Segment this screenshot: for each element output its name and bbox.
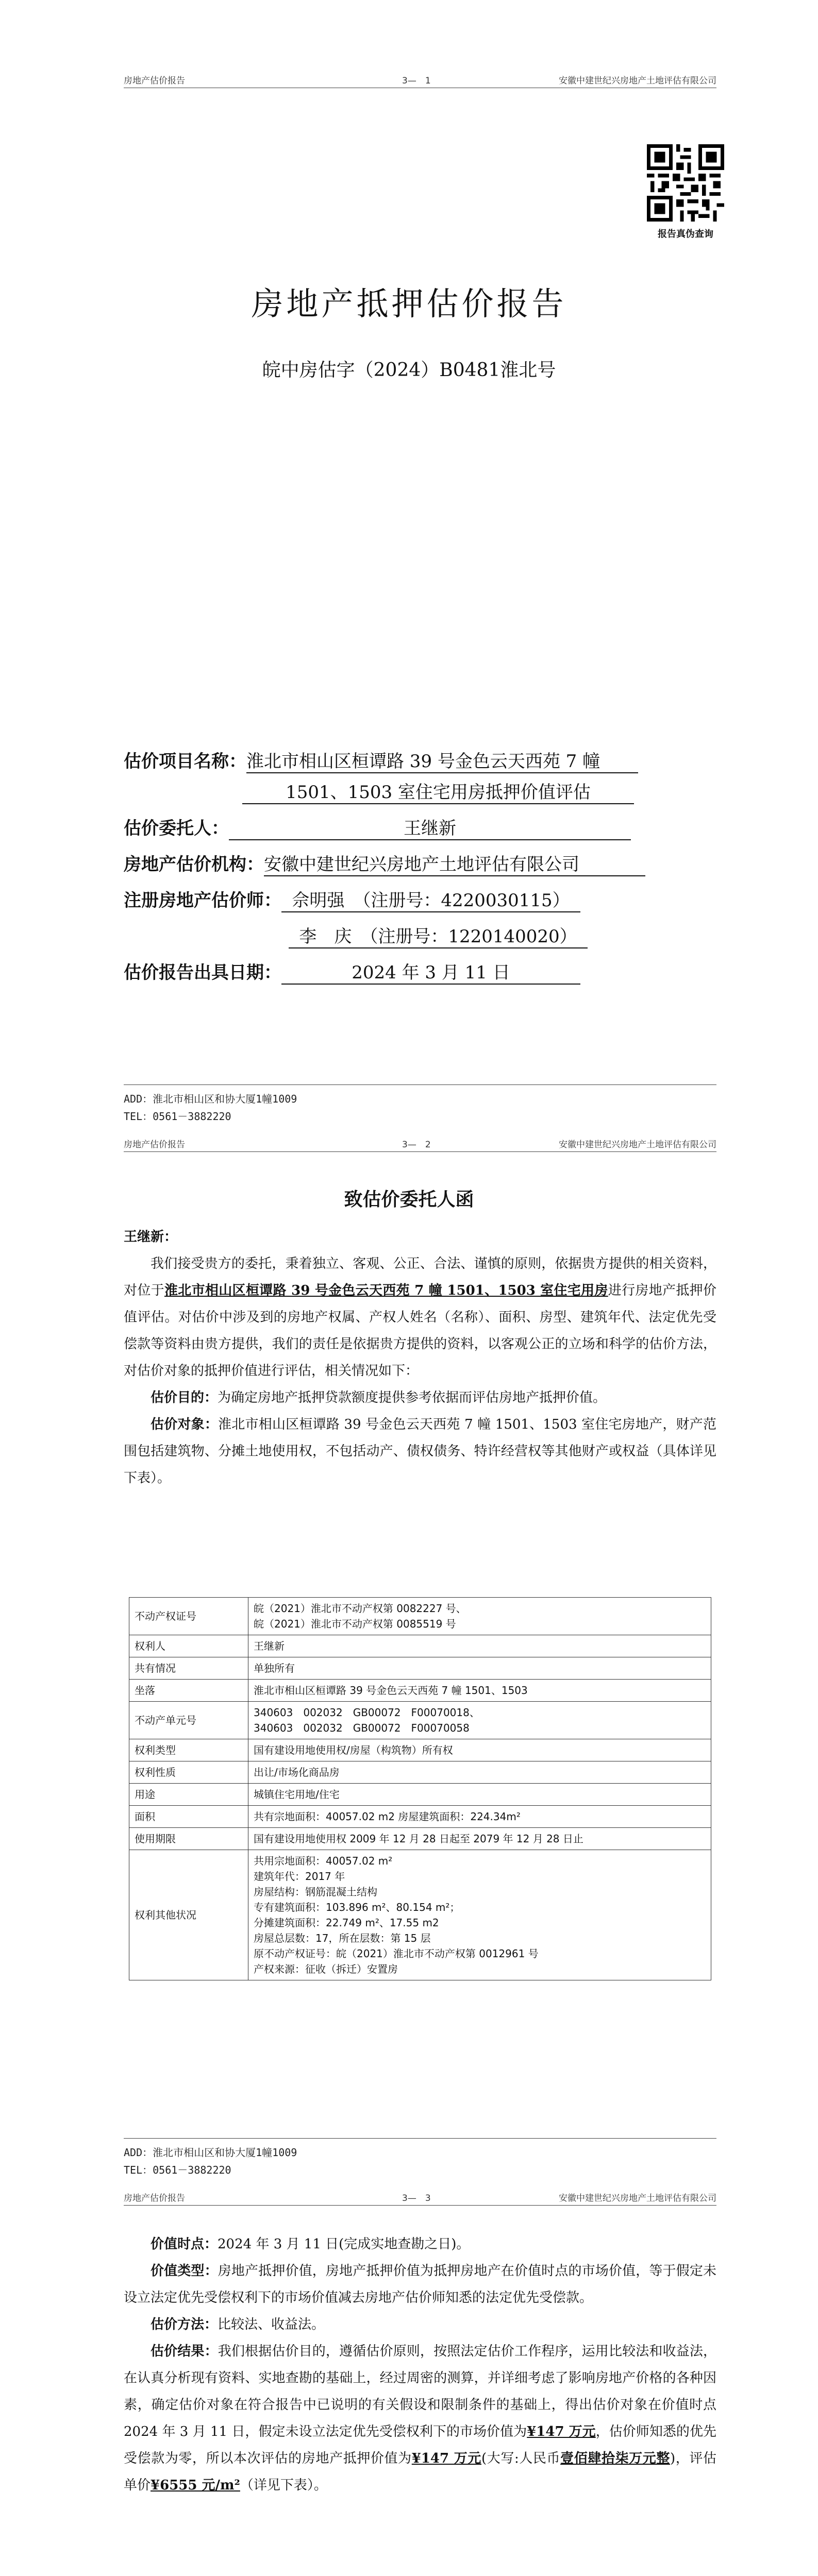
mortgage-value: ¥147 万元	[411, 2451, 481, 2466]
agency-label: 房地产估价机构：	[124, 854, 264, 875]
property-value-line: 房屋总层数：17，所在层数：第 15 层	[254, 1932, 431, 1944]
market-value: ¥147 万元	[527, 2424, 596, 2439]
property-row	[129, 1657, 711, 1680]
salutation: 王继新：	[124, 1229, 178, 1245]
property-value	[248, 1702, 711, 1739]
property-value-line: 专有建筑面积：103.896 m²、80.154 m²；	[254, 1901, 460, 1913]
property-value-line: 皖（2021）淮北市不动产权第 0082227 号、	[254, 1602, 466, 1615]
property-value	[248, 1657, 711, 1680]
property-value	[248, 1784, 711, 1806]
appraiser-1: 佘明强 （注册号：4220030115）	[281, 886, 580, 912]
header-right: 安徽中建世纪兴房地产土地评估有限公司	[559, 76, 716, 86]
property-row	[129, 1680, 711, 1702]
property-value	[248, 1806, 711, 1828]
letter-body	[124, 1224, 716, 1492]
property-value-line: 共用宗地面积：40057.02 m²	[254, 1855, 393, 1867]
property-row	[129, 1598, 711, 1635]
property-value-line: 单独所有	[254, 1662, 295, 1674]
date-label: 估价报告出具日期：	[124, 962, 281, 983]
project-value-1: 淮北市相山区桓谭路 39 号金色云天西苑 7 幢	[246, 747, 638, 773]
project-value-2: 1501、1503 室住宅用房抵押价值评估	[242, 778, 634, 804]
property-row	[129, 1635, 711, 1657]
letter-paragraph: 我们接受贵方的委托，秉着独立、客观、公正、合法、谨慎的原则，依据贵方提供的相关资料，对位于淮北市相山区桓谭路 39 号金色云天西苑 7 幢 1501、1503 室住宅用房进行房地产抵押价值评估。对估价中涉及到的房地产权属、产权人姓名（名称）、面积、房型、建筑年代、法定优先受偿款等资料由贵方提供，我们的责任是依据贵方提供的资料，以客观公正的立场和科学的估价方法，对估价对象的抵押价值进行评估，相关情况如下：	[124, 1256, 716, 1379]
property-key: 不动产单元号	[129, 1702, 248, 1739]
agency-value: 安徽中建世纪兴房地产土地评估有限公司	[264, 850, 645, 876]
property-value-line: 淮北市相山区桓谭路 39 号金色云天西苑 7 幢 1501、1503	[254, 1684, 528, 1697]
client-value: 王继新	[229, 814, 631, 840]
property-value-line: 王继新	[254, 1640, 285, 1652]
method-paragraph: 估价方法：比较法、收益法。	[151, 2317, 325, 2332]
property-key: 坐落	[129, 1680, 248, 1702]
object-paragraph: 估价对象：淮北市相山区桓谭路 39 号金色云天西苑 7 幢 1501、1503 室住宅房地产，财产范围包括建筑物、分摊土地使用权，不包括动产、债权债务、特许经营权等其他财产或权益（具体详见下表）。	[124, 1417, 716, 1486]
client-label: 估价委托人：	[124, 818, 229, 839]
property-value-line: 340603 002032 GB00072 F00070018、	[254, 1706, 480, 1719]
property-key: 权利人	[129, 1635, 248, 1657]
property-value-line: 建筑年代：2017 年	[254, 1870, 345, 1883]
property-value-line: 城镇住宅用地/住宅	[254, 1788, 340, 1801]
qr-caption: 报告真伪查询	[658, 229, 713, 240]
property-value-line: 出让/市场化商品房	[254, 1766, 340, 1778]
header-page-number: 3— 3	[402, 2193, 431, 2204]
property-key: 共有情况	[129, 1657, 248, 1680]
date-value: 2024 年 3 月 11 日	[281, 958, 580, 985]
value-type-paragraph: 价值类型：房地产抵押价值，房地产抵押价值为抵押房地产在价值时点的市场价值，等于假定未设立法定优先受偿权利下的市场价值减去房地产估价师知悉的法定优先受偿款。	[124, 2263, 716, 2306]
header-left: 房地产估价报告	[124, 1140, 185, 1150]
page-header	[124, 2184, 716, 2206]
property-key: 权利其他状况	[129, 1850, 248, 1980]
report-title: 房地产抵押估价报告	[251, 285, 567, 323]
header-page-number: 3— 1	[402, 76, 431, 86]
property-key: 不动产权证号	[129, 1598, 248, 1635]
value-date-paragraph: 价值时点：2024 年 3 月 11 日(完成实地查勘之日)。	[151, 2236, 470, 2252]
property-row	[129, 1850, 711, 1980]
property-key: 用途	[129, 1784, 248, 1806]
purpose-paragraph: 估价目的：为确定房地产抵押贷款额度提供参考依据而评估房地产抵押价值。	[151, 1390, 607, 1405]
property-row	[129, 1739, 711, 1761]
footer-address: ADD：淮北市相山区和协大厦1幢1009	[124, 1093, 297, 1105]
footer-address: ADD：淮北市相山区和协大厦1幢1009	[124, 2146, 297, 2159]
unit-price: ¥6555 元/m²	[151, 2478, 240, 2493]
property-value	[248, 1850, 711, 1980]
header-left: 房地产估价报告	[124, 76, 185, 86]
result-paragraph: 估价结果：我们根据估价目的，遵循估价原则，按照法定估价工作程序，运用比较法和收益法，在认真分析现有资料、实地查勘的基础上，经过周密的测算，并详细考虑了影响房地产价格的各种因素，确定估价对象在符合报告中已说明的有关假设和限制条件的基础上，得出估价对象在价值时点 2024 年 3 月 11 日，假定未设立法定优先受偿权利下的市场价值为¥147 万元，估价师知悉的优先受偿款为零，所以本次评估的房地产抵押价值为¥147 万元(大写:人民币壹佰肆拾柒万元整)，评估单价¥6555 元/m²（详见下表）。	[124, 2344, 716, 2493]
qr-code-icon[interactable]	[647, 144, 724, 222]
report-number: 皖中房估字（2024）B0481淮北号	[262, 360, 556, 381]
property-value-line: 国有建设用地使用权 2009 年 12 月 28 日起至 2079 年 12 月 28 日止	[254, 1833, 583, 1845]
property-value-line: 原不动产权证号：皖（2021）淮北市不动产权第 0012961 号	[254, 1947, 539, 1960]
property-row	[129, 1761, 711, 1784]
results-body	[124, 2231, 716, 2499]
footer-tel: TEL：0561－3882220	[124, 1110, 231, 1123]
property-value	[248, 1680, 711, 1702]
property-value-line: 皖（2021）淮北市不动产权第 0085519 号	[254, 1618, 456, 1630]
footer-tel: TEL：0561－3882220	[124, 2164, 231, 2176]
property-value-line: 房屋结构：钢筋混凝土结构	[254, 1886, 377, 1898]
property-value-line: 产权来源：征收（拆迁）安置房	[254, 1963, 398, 1975]
property-value	[248, 1828, 711, 1850]
property-key: 面积	[129, 1806, 248, 1828]
property-key: 使用期限	[129, 1828, 248, 1850]
property-row	[129, 1702, 711, 1739]
property-value	[248, 1761, 711, 1784]
header-right: 安徽中建世纪兴房地产土地评估有限公司	[559, 2193, 716, 2204]
property-value-line: 国有建设用地使用权/房屋（构筑物）所有权	[254, 1744, 453, 1756]
property-row	[129, 1806, 711, 1828]
property-key: 权利性质	[129, 1761, 248, 1784]
header-page-number: 3— 2	[402, 1140, 431, 1150]
appraiser-label: 注册房地产估价师：	[124, 890, 281, 911]
property-address: 淮北市相山区桓谭路 39 号金色云天西苑 7 幢 1501、1503 室住宅用房	[164, 1283, 608, 1298]
project-label: 估价项目名称：	[124, 751, 246, 772]
header-right: 安徽中建世纪兴房地产土地评估有限公司	[559, 1140, 716, 1150]
property-value	[248, 1598, 711, 1635]
property-key: 权利类型	[129, 1739, 248, 1761]
property-value	[248, 1635, 711, 1657]
property-row	[129, 1828, 711, 1850]
header-left: 房地产估价报告	[124, 2193, 185, 2204]
property-value-line: 共有宗地面积：40057.02 m2 房屋建筑面积：224.34m²	[254, 1810, 521, 1823]
property-value-line: 340603 002032 GB00072 F00070058	[254, 1722, 470, 1734]
property-value	[248, 1739, 711, 1761]
page-footer	[124, 2138, 716, 2179]
page-footer	[124, 1084, 716, 1125]
appraiser-2: 李 庆 （注册号：1220140020）	[289, 922, 588, 948]
property-row	[129, 1784, 711, 1806]
page-header	[124, 1131, 716, 1152]
property-table	[129, 1597, 711, 1980]
mortgage-value-cn: 壹佰肆拾柒万元整	[560, 2451, 671, 2466]
page-header	[124, 67, 716, 88]
property-value-line: 分摊建筑面积：22.749 m²、17.55 m2	[254, 1917, 439, 1929]
letter-title: 致估价委托人函	[344, 1189, 474, 1210]
